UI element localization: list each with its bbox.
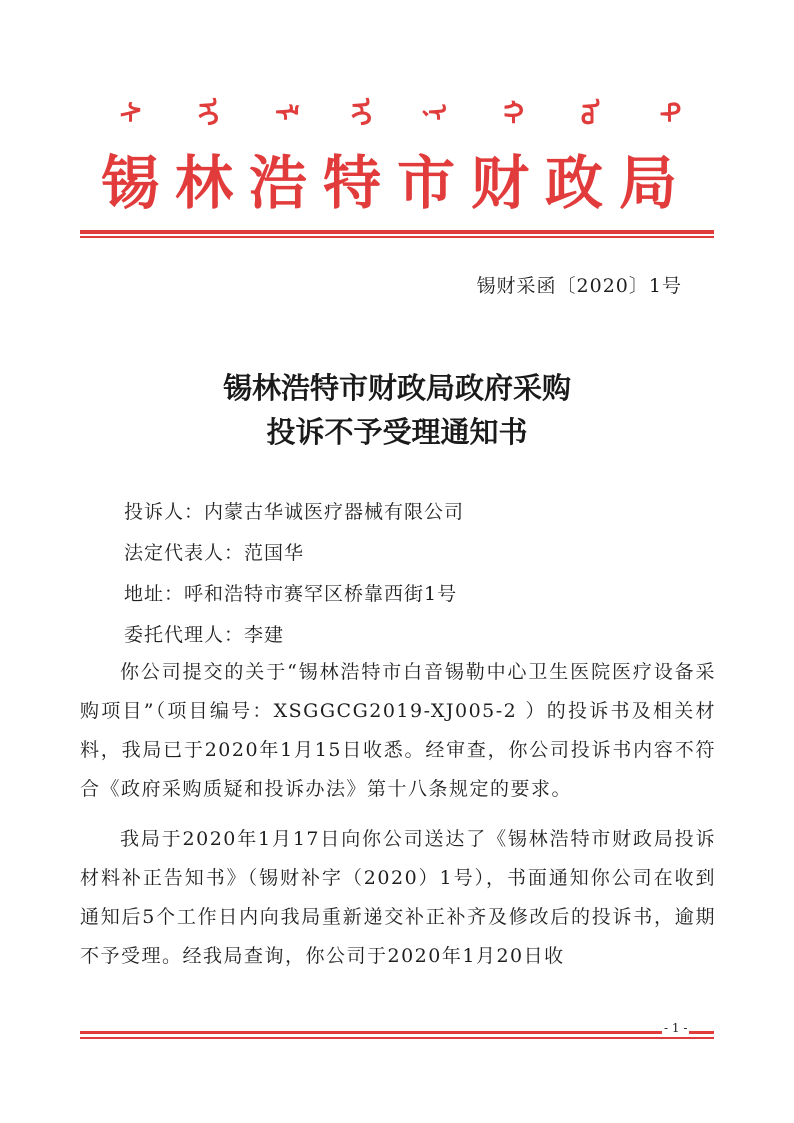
footer-rule-thick bbox=[80, 1031, 714, 1034]
footer-rule-thin bbox=[80, 1037, 714, 1039]
mongolian-glyph: ᠰ bbox=[112, 101, 146, 123]
mongolian-glyph: ᠯ bbox=[267, 103, 301, 121]
mongolian-glyph: ᠣ bbox=[574, 98, 608, 126]
document-title-line2: 投诉不予受理通知书 bbox=[266, 415, 528, 449]
header-rule-thick bbox=[80, 230, 714, 234]
mongolian-glyph: ᠨ bbox=[420, 103, 454, 121]
address-field: 地址：呼和浩特市赛罕区桥靠西街1号 bbox=[124, 583, 458, 605]
document-title bbox=[0, 366, 794, 454]
mongolian-glyph: ᠲ bbox=[651, 101, 685, 123]
mongolian-glyph: ᠬ bbox=[494, 99, 528, 125]
legal-rep-field: 法定代表人：范国华 bbox=[124, 542, 305, 564]
org-name-header: 锡林浩特市财政局 bbox=[100, 149, 693, 217]
agent-field: 委托代理人：李建 bbox=[124, 624, 285, 646]
mongolian-glyph: ᠢ bbox=[191, 98, 225, 126]
header-rule-thin bbox=[80, 236, 714, 238]
complainant-field: 投诉人：内蒙古华诚医疗器械有限公司 bbox=[124, 501, 465, 523]
page-number: - 1 - bbox=[664, 1021, 688, 1035]
body-paragraph-1: 你公司提交的关于“锡林浩特市白音锡勒中心卫生医院医疗设备采购项目”（项目编号：XSGGCG2019-XJ005-2 ）的投诉书及相关材料，我局已于2020年1月15日收悉。经审查，你公司投诉书内容不符合《政府采购质疑和投诉办法》第十八条规定的要求。 bbox=[80, 661, 716, 800]
mongolian-glyph: ᠢ bbox=[343, 98, 377, 126]
document-number: 锡财采函〔2020〕1号 bbox=[476, 275, 682, 297]
body-paragraph-2: 我局于2020年1月17日向你公司送达了《锡林浩特市财政局投诉材料补正告知书》（锡财补字（2020）1号），书面通知你公司在收到通知后5个工作日内向我局重新递交补正补齐及修改后的投诉书，逾期不予受理。经我局查询，你公司于2020年1月20日收 bbox=[80, 828, 716, 967]
document-title-line1: 锡林浩特市财政局政府采购 bbox=[222, 371, 571, 405]
